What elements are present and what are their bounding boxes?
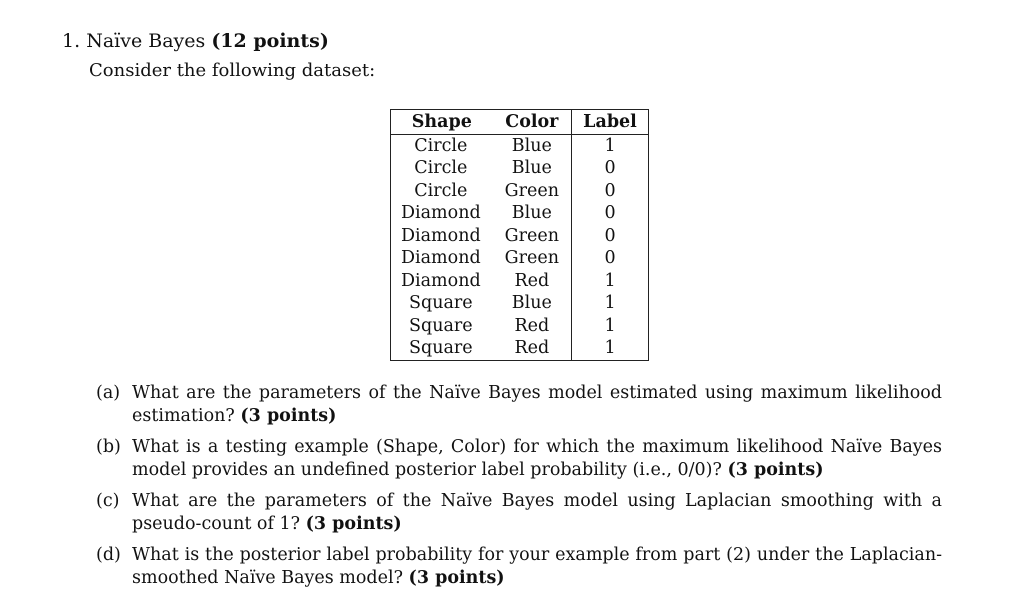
cell-shape: Diamond [401,248,481,268]
cell-shape: Circle [414,135,468,156]
question-tag: (a) [96,383,121,403]
table-row [391,247,649,270]
question-b [96,436,942,482]
cell-color: Green [504,248,560,268]
cell-label: 0 [572,225,649,248]
cell-color: Green [504,225,560,246]
question-a [96,382,942,428]
table-header-row [391,110,649,135]
cell-label: 1 [572,134,649,157]
cell-shape: Diamond [401,270,481,291]
table-row [391,225,649,248]
cell-shape: Square [409,293,473,313]
table-row [391,180,649,203]
question-tag: (c) [96,491,120,511]
cell-shape: Diamond [401,203,481,223]
header-color: Color [493,110,572,135]
question-points: (3 points) [408,568,505,588]
cell-color: Blue [511,158,552,178]
header-shape: Shape [391,110,493,135]
question-points: (3 points) [727,460,824,480]
question-tag: (d) [96,545,121,565]
problem-points: (12 points) [211,30,329,52]
cell-label: 1 [572,337,649,360]
cell-label: 1 [572,292,649,315]
problem-title [62,29,329,53]
cell-shape: Circle [414,158,468,178]
problem-intro: Consider the following dataset: [89,60,376,81]
cell-label: 0 [572,180,649,203]
cell-color: Red [514,270,550,291]
cell-label: 0 [572,247,649,270]
question-text: What are the parameters of the Naïve Bayes model estimated using maximum likelihood estimation? [132,383,942,426]
cell-color: Blue [511,293,552,313]
question-points: (3 points) [305,514,402,534]
cell-label: 1 [572,270,649,293]
table-row [391,337,649,360]
question-body [132,436,942,482]
cell-shape: Diamond [401,225,481,246]
question-text: What are the parameters of the Naïve Bayes model using Laplacian smoothing with a pseudo-count of 1? [132,491,942,534]
question-body [132,490,942,536]
problem-number: 1. [62,30,81,52]
question-body [132,382,942,428]
question-list [96,382,942,598]
question-text: What is a testing example (Shape, Color) for which the maximum likelihood Naïve Bayes model provides an undefined posterior label probability (i.e., 0/0)? [132,437,942,480]
question-tag: (b) [96,437,121,457]
table-row [391,315,649,338]
dataset-table [390,109,649,361]
cell-color: Red [514,315,550,336]
cell-label: 0 [572,157,649,180]
cell-label: 1 [572,315,649,338]
table-row [391,157,649,180]
cell-shape: Square [409,338,473,358]
problem-name: Naïve Bayes [86,30,206,52]
question-points: (3 points) [240,406,337,426]
question-body [132,544,942,590]
table-row [391,270,649,293]
table-row [391,134,649,157]
table-row [391,202,649,225]
cell-shape: Circle [414,180,468,201]
cell-color: Green [504,180,560,201]
question-text: What is the posterior label probability for your example from part (2) under the Laplacian-smoothed Naïve Bayes model? [132,545,942,588]
cell-shape: Square [409,315,473,336]
cell-label: 0 [572,202,649,225]
cell-color: Red [514,338,550,358]
question-c [96,490,942,536]
question-d [96,544,942,590]
header-label: Label [572,110,649,135]
cell-color: Blue [511,203,552,223]
cell-color: Blue [511,135,552,156]
table-row [391,292,649,315]
